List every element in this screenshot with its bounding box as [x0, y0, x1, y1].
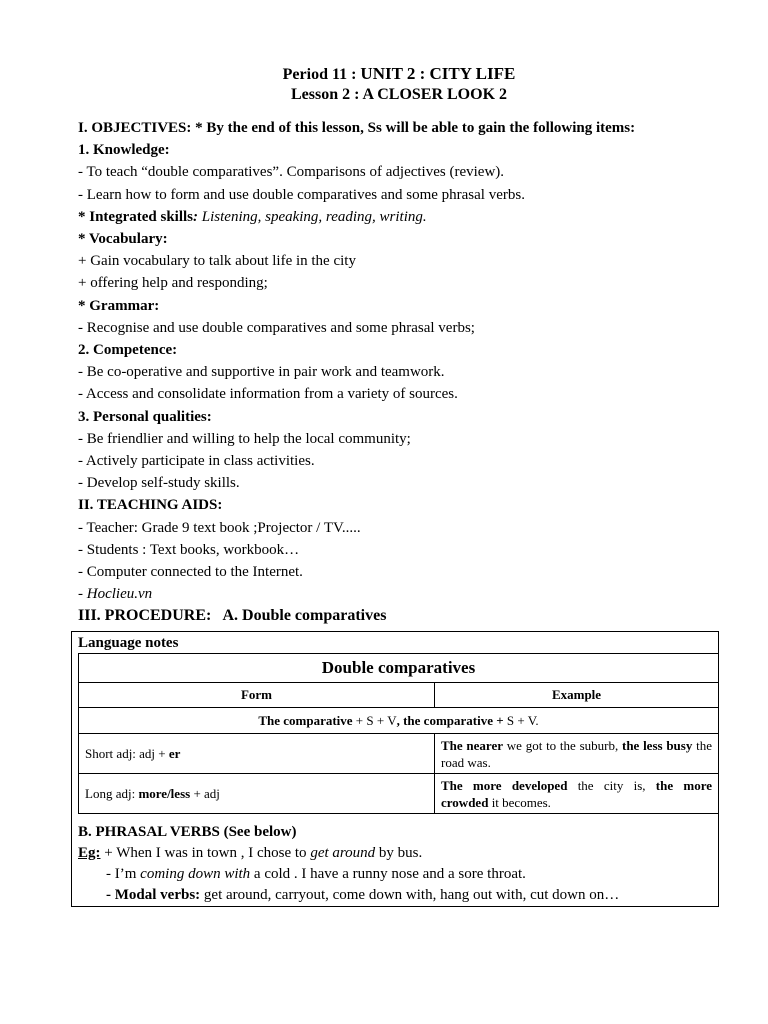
form-cell: Short adj: adj + er	[79, 734, 435, 774]
vocabulary-item: + offering help and responding;	[78, 275, 268, 292]
form-cell: Long adj: more/less + adj	[79, 774, 435, 814]
table-row	[79, 774, 719, 814]
teaching-aid-item: - Computer connected to the Internet.	[78, 564, 303, 581]
teaching-aid-item: - Students : Text books, workbook…	[78, 541, 300, 558]
formula-row: The comparative + S + V, the comparative + S + V.	[79, 708, 719, 734]
example-cell: The nearer we got to the suburb, the less busy the road was.	[435, 734, 719, 774]
competence-item: - Access and consolidate information from a variety of sources.	[78, 386, 458, 403]
example-cell: The more developed the city is, the more crowded it becomes.	[435, 774, 719, 814]
qualities-heading: 3. Personal qualities:	[78, 408, 212, 425]
qualities-item: - Develop self-study skills.	[78, 475, 240, 492]
teaching-aid-item: - Teacher: Grade 9 text book ;Projector / TV.....	[78, 519, 361, 536]
competence-heading: 2. Competence:	[78, 342, 178, 359]
language-notes-label: Language notes	[78, 635, 179, 651]
vocabulary-item: + Gain vocabulary to talk about life in the city	[78, 253, 356, 270]
knowledge-item: - Learn how to form and use double comparatives and some phrasal verbs.	[78, 186, 525, 203]
procedure-heading: III. PROCEDURE: A. Double comparatives	[78, 607, 387, 625]
table-title: Double comparatives	[79, 654, 719, 683]
teaching-aids-heading: II. TEACHING AIDS:	[78, 497, 223, 514]
qualities-item: - Actively participate in class activities.	[78, 453, 315, 470]
table-row	[79, 734, 719, 774]
knowledge-item: - To teach “double comparatives”. Comparisons of adjectives (review).	[78, 164, 505, 181]
example-line: Eg: + When I was in town , I chose to get around by bus.	[78, 845, 423, 861]
objectives-heading: I. OBJECTIVES: * By the end of this lesson, Ss will be able to gain the following items:	[78, 120, 636, 136]
qualities-item: - Be friendlier and willing to help the local community;	[78, 430, 411, 447]
grammar-item: - Recognise and use double comparatives and some phrasal verbs;	[78, 319, 475, 336]
competence-item: - Be co-operative and supportive in pair work and teamwork.	[78, 364, 445, 381]
period-label: Period 11 :	[282, 66, 361, 83]
example-line: - I’m coming down with a cold . I have a runny nose and a sore throat.	[106, 866, 526, 882]
procedure-box	[71, 631, 719, 907]
phrasal-verbs-section	[78, 822, 714, 906]
double-comparatives-table	[78, 653, 719, 814]
phrasal-verbs-heading: B. PHRASAL VERBS (See below)	[78, 824, 297, 840]
lesson-title: Lesson 2 : A CLOSER LOOK 2	[290, 86, 508, 103]
column-header-form: Form	[79, 683, 435, 708]
modal-verbs-line: - Modal verbs: get around, carryout, come down with, hang out with, cut down on…	[106, 887, 620, 903]
knowledge-heading: 1. Knowledge:	[78, 142, 170, 159]
teaching-aid-hoclieu: - Hoclieu.vn	[78, 586, 153, 603]
lesson-plan-page	[78, 64, 720, 626]
column-header-example: Example	[435, 683, 719, 708]
unit-label: UNIT 2 : CITY LIFE	[360, 64, 516, 83]
vocabulary-heading: * Vocabulary:	[78, 231, 168, 248]
integrated-skills: * Integrated skills: Listening, speaking, reading, writing.	[78, 208, 427, 225]
period-title	[78, 64, 720, 85]
grammar-heading: * Grammar:	[78, 297, 160, 314]
